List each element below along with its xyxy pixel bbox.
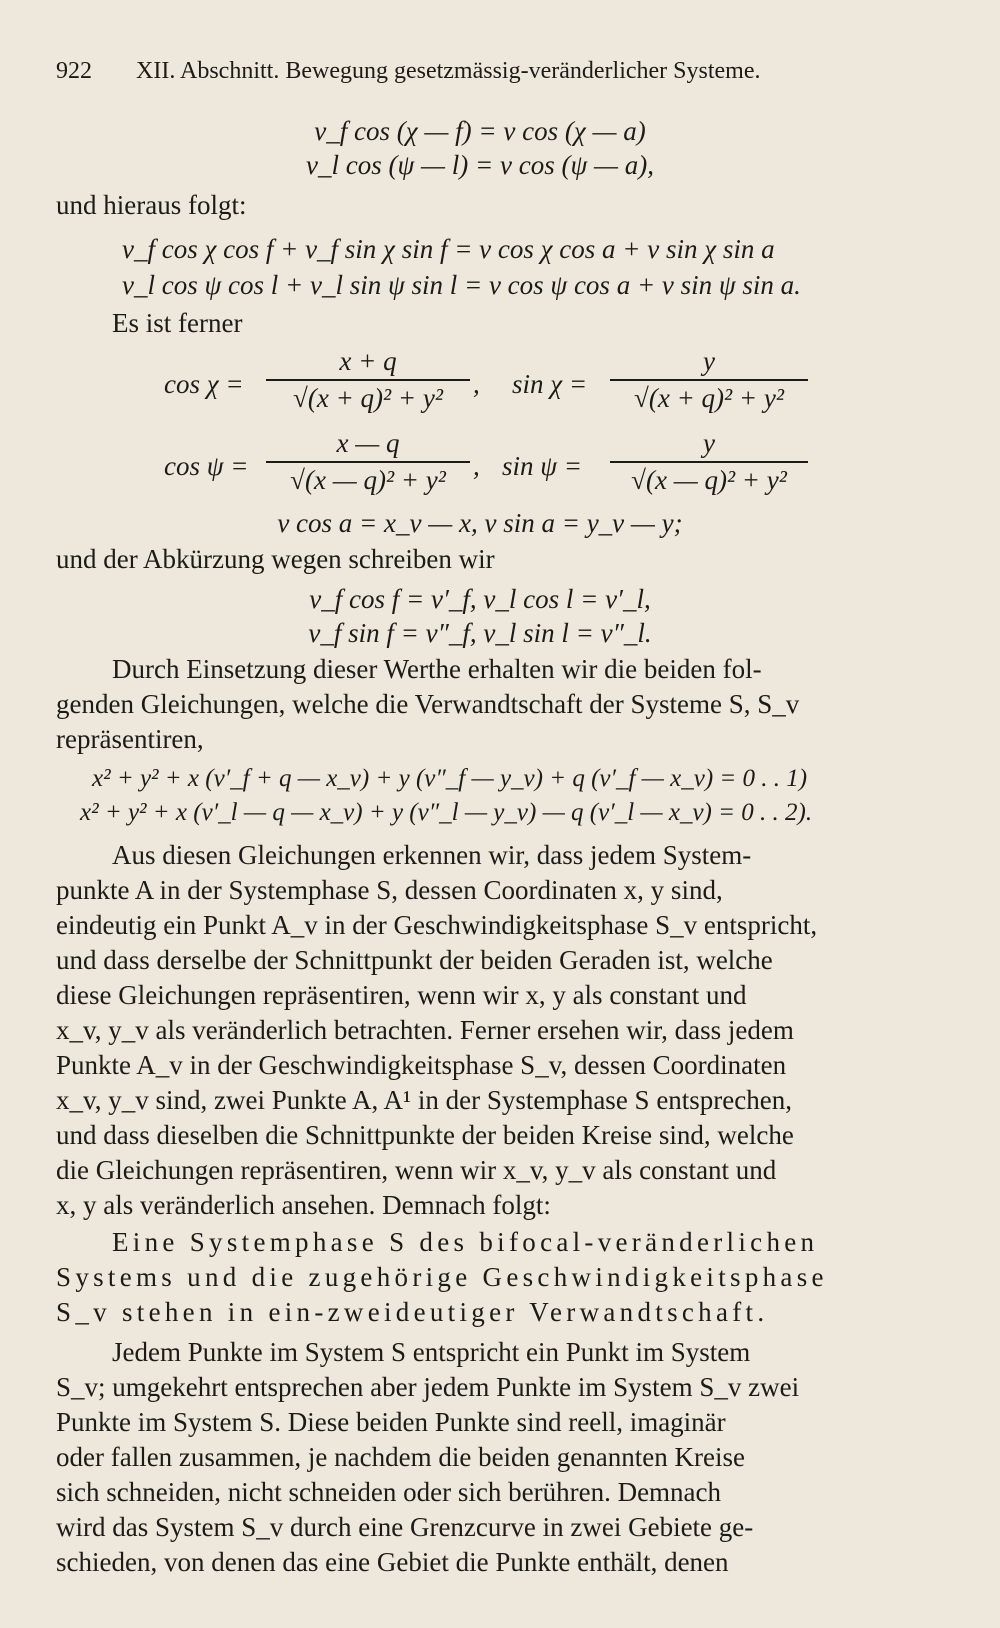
paragraph-line: x_v, y_v sind, zwei Punkte A, A¹ in der Systemphase S entsprechen, [56,1085,793,1115]
equation-line: v_f cos (χ — f) = v cos (χ — a) [314,116,646,146]
equation-line: v_l cos (ψ — l) = v cos (ψ — a), [306,150,654,180]
equation-line: v_f sin f = v″_f, v_l sin l = v″_l. [308,618,652,648]
paragraph-line: Punkte im System S. Diese beiden Punkte sind reell, imaginär [56,1407,726,1437]
equation-line: v_l cos ψ cos l + v_l sin ψ sin l = v cos ψ cos a + v sin ψ sin a. [122,270,801,300]
paragraph-line: repräsentiren, [56,724,204,754]
paragraph-line: Aus diesen Gleichungen erkennen wir, dass jedem System- [112,840,752,870]
theorem-line: Eine Systemphase S des bifocal-veränderlichen [112,1227,819,1257]
fraction-sin-psi [610,428,808,496]
sin-chi-label: sin χ = [512,369,588,399]
paragraph-line: punkte A in der Systemphase S, dessen Coordinaten x, y sind, [56,875,723,905]
paragraph-line: x, y als veränderlich ansehen. Demnach folgt: [56,1190,551,1220]
paragraph-line: oder fallen zusammen, je nachdem die beiden genannten Kreise [56,1442,745,1472]
fraction-cos-psi [266,428,470,496]
text-line: und hieraus folgt: [56,190,247,220]
paragraph-line: Durch Einsetzung dieser Werthe erhalten wir die beiden fol- [112,654,762,684]
text-line: und der Abkürzung wegen schreiben wir [56,544,495,574]
numerator: x — q [336,428,400,458]
equation-line: v cos a = x_v — x, v sin a = y_v — y; [277,508,683,538]
paragraph-line: wird das System S_v durch eine Grenzcurve in zwei Gebiete ge- [56,1512,754,1542]
paragraph-line: diese Gleichungen repräsentiren, wenn wir x, y als constant und [56,980,747,1010]
comma: , [473,451,480,481]
equation-line: v_f cos f = v′_f, v_l cos l = v′_l, [309,584,651,614]
paragraph-line: Jedem Punkte im System S entspricht ein Punkt im System [112,1337,751,1367]
equation-line: v_f cos χ cos f + v_f sin χ sin f = v cos χ cos a + v sin χ sin a [122,234,775,264]
numerator: x + q [339,346,397,376]
numerator: y [703,428,715,458]
denominator: √(x + q)² + y² [266,379,470,414]
paragraph-line: Punkte A_v in der Geschwindigkeitsphase S_v, dessen Coordinaten [56,1050,787,1080]
running-title: XII. Abschnitt. Bewegung gesetzmässig-veränderlicher Systeme. [136,58,761,84]
fraction-sin-chi [610,346,808,414]
paragraph-line: S_v; umgekehrt entsprechen aber jedem Punkte im System S_v zwei [56,1372,800,1402]
comma: , [473,369,480,399]
denominator: √(x — q)² + y² [266,461,470,496]
page-number: 922 [56,58,92,84]
sin-psi-label: sin ψ = [502,451,582,481]
paragraph-line: sich schneiden, nicht schneiden oder sich berühren. Demnach [56,1477,722,1507]
cos-chi-label: cos χ = [164,369,244,399]
theorem-line: Systems und die zugehörige Geschwindigkeitsphase [56,1262,828,1292]
equation-1: x² + y² + x (v′_f + q — x_v) + y (v″_f — y_v) + q (v′_f — x_v) = 0 . . 1) [92,765,808,792]
equation-2: x² + y² + x (v′_l — q — x_v) + y (v″_l — y_v) — q (v′_l — x_v) = 0 . . 2). [80,799,813,826]
paragraph-line: und dass derselbe der Schnittpunkt der beiden Geraden ist, welche [56,945,773,975]
paragraph-line: x_v, y_v als veränderlich betrachten. Ferner ersehen wir, dass jedem [56,1015,794,1045]
paragraph-line: genden Gleichungen, welche die Verwandtschaft der Systeme S, S_v [56,689,800,719]
paragraph-line: die Gleichungen repräsentiren, wenn wir x_v, y_v als constant und [56,1155,777,1185]
paragraph-line: eindeutig ein Punkt A_v in der Geschwindigkeitsphase S_v entspricht, [56,910,818,940]
paragraph-line: schieden, von denen das eine Gebiet die Punkte enthält, denen [56,1547,729,1577]
paragraph-line: und dass dieselben die Schnittpunkte der beiden Kreise sind, welche [56,1120,794,1150]
text-line: Es ist ferner [112,308,243,338]
cos-psi-label: cos ψ = [164,451,249,481]
theorem-line: S_v stehen in ein-zweideutiger Verwandtschaft. [56,1297,769,1327]
denominator: √(x + q)² + y² [610,379,808,414]
denominator: √(x — q)² + y² [610,461,808,496]
numerator: y [703,346,715,376]
fraction-cos-chi [266,346,470,414]
